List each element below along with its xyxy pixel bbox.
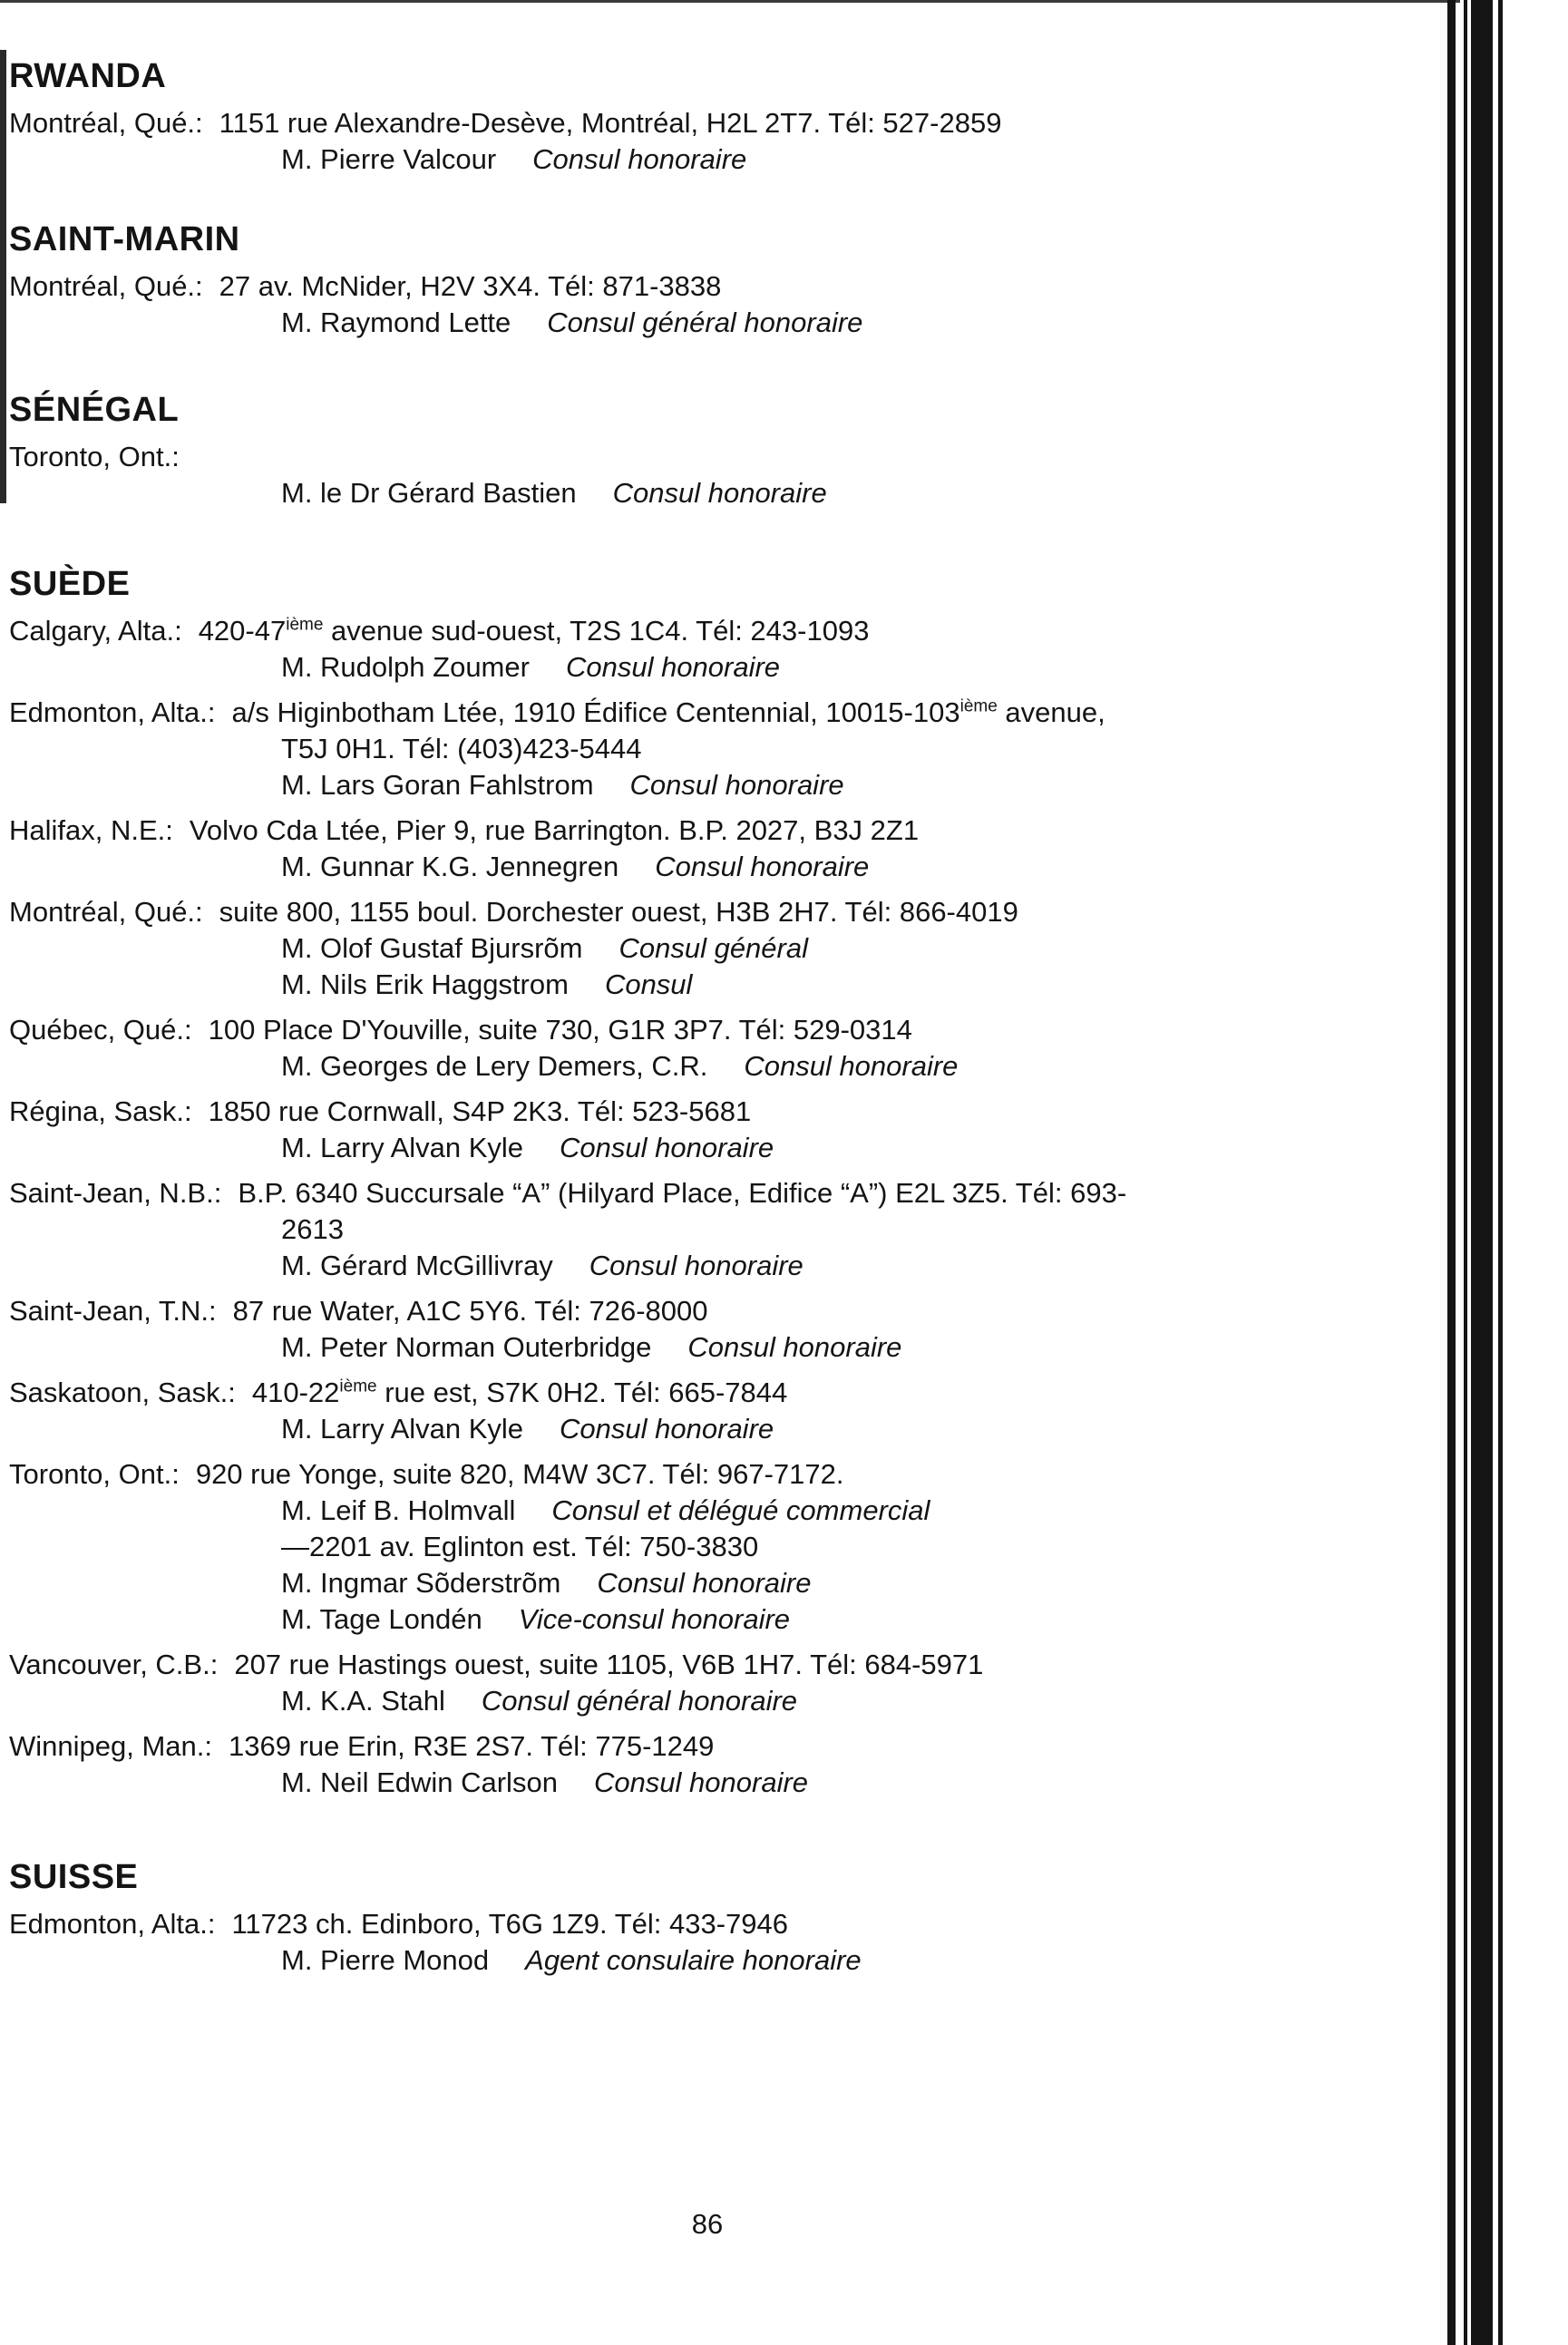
consul-entry bbox=[9, 1683, 1333, 1719]
ordinal-superscript: ième bbox=[286, 615, 324, 635]
city-label: Québec, Qué.: bbox=[9, 1014, 192, 1046]
consul-title: Consul honoraire bbox=[744, 1050, 959, 1082]
address-line bbox=[9, 894, 1333, 930]
location-entry bbox=[9, 1175, 1333, 1284]
country-section bbox=[9, 54, 1333, 178]
right-border-line bbox=[1471, 0, 1493, 2345]
address-text: B.P. 6340 Succursale “A” (Hilyard Place, Edifice “A”) E2L 3Z5. Tél: 693- bbox=[238, 1177, 1127, 1209]
consul-name: M. Leif B. Holmvall bbox=[281, 1494, 516, 1526]
consul-entry bbox=[9, 1942, 1333, 1979]
city-label: Saint-Jean, N.B.: bbox=[9, 1177, 222, 1209]
consul-name: M. Raymond Lette bbox=[281, 307, 511, 338]
consul-title: Agent consulaire honoraire bbox=[525, 1944, 862, 1976]
consul-title: Consul honoraire bbox=[532, 143, 747, 175]
consul-title: Consul général bbox=[618, 932, 808, 964]
right-border-line bbox=[1447, 0, 1456, 2345]
consul-entry bbox=[9, 967, 1333, 1003]
location-entry bbox=[9, 613, 1333, 686]
country-section bbox=[9, 218, 1333, 341]
consul-name: M. Olof Gustaf Bjursrõm bbox=[281, 932, 583, 964]
city-label: Halifax, N.E.: bbox=[9, 814, 173, 846]
address-text bbox=[231, 695, 1333, 731]
address-text: 1151 rue Alexandre-Desève, Montréal, H2L 2T7. Tél: 527-2859 bbox=[219, 107, 1002, 139]
consul-entry bbox=[9, 1130, 1333, 1166]
consul-entry bbox=[9, 141, 1333, 178]
consul-entry bbox=[9, 930, 1333, 967]
consul-entry bbox=[9, 1765, 1333, 1801]
consul-title: Consul honoraire bbox=[597, 1567, 812, 1599]
consul-title: Consul et délégué commercial bbox=[551, 1494, 930, 1526]
country-section bbox=[9, 562, 1333, 1801]
address-line bbox=[9, 695, 1333, 731]
address-continuation: 2613 bbox=[281, 1213, 344, 1245]
address-text: Volvo Cda Ltée, Pier 9, rue Barrington. B.P. 2027, B3J 2Z1 bbox=[189, 814, 920, 846]
country-heading: SUÈDE bbox=[9, 565, 131, 603]
address-text: 207 rue Hastings ouest, suite 1105, V6B 1H7. Tél: 684-5971 bbox=[234, 1649, 984, 1680]
address-part: avenue, bbox=[997, 696, 1105, 728]
address-text: suite 800, 1155 boul. Dorchester ouest, H3B 2H7. Tél: 866-4019 bbox=[219, 896, 1018, 928]
page-number: 86 bbox=[691, 2208, 724, 2240]
consul-name: M. Georges de Lery Demers, C.R. bbox=[281, 1050, 708, 1082]
city-label: Montréal, Qué.: bbox=[9, 896, 203, 928]
consul-name: M. le Dr Gérard Bastien bbox=[281, 477, 577, 509]
consul-title: Consul honoraire bbox=[565, 651, 781, 683]
city-label: Toronto, Ont.: bbox=[9, 441, 180, 472]
address-part: 410-22 bbox=[251, 1377, 340, 1408]
country-heading: SÉNÉGAL bbox=[9, 391, 180, 429]
location-entry bbox=[9, 105, 1333, 178]
location-entry bbox=[9, 812, 1333, 885]
city-label: Régina, Sask.: bbox=[9, 1095, 192, 1127]
address-line bbox=[9, 1906, 1333, 1942]
consul-entry bbox=[9, 1048, 1333, 1085]
consul-entry bbox=[9, 767, 1333, 803]
consul-entry bbox=[9, 1565, 1333, 1601]
secondary-address: —2201 av. Eglinton est. Tél: 750-3830 bbox=[281, 1531, 759, 1562]
consul-name: M. Neil Edwin Carlson bbox=[281, 1766, 558, 1798]
consul-name: M. Nils Erik Haggstrom bbox=[281, 968, 569, 1000]
location-entry bbox=[9, 1012, 1333, 1085]
consul-title: Consul honoraire bbox=[560, 1413, 774, 1445]
city-label: Calgary, Alta.: bbox=[9, 615, 182, 647]
address-line bbox=[9, 1647, 1333, 1683]
directory-content bbox=[9, 54, 1333, 1988]
address-line bbox=[9, 1375, 1333, 1411]
address-text bbox=[199, 613, 1333, 649]
location-entry bbox=[9, 1647, 1333, 1719]
country-heading: SUISSE bbox=[9, 1858, 139, 1896]
address-part: 420-47 bbox=[198, 615, 287, 647]
consul-name: M. Larry Alvan Kyle bbox=[281, 1132, 524, 1163]
consul-name: M. K.A. Stahl bbox=[281, 1685, 445, 1717]
consul-entry bbox=[9, 1601, 1333, 1638]
consul-name: M. Tage Londén bbox=[281, 1603, 482, 1635]
location-entry bbox=[9, 1728, 1333, 1801]
consul-name: M. Pierre Monod bbox=[281, 1944, 490, 1976]
address-text: 100 Place D'Youville, suite 730, G1R 3P7. Tél: 529-0314 bbox=[208, 1014, 912, 1046]
location-entry bbox=[9, 894, 1333, 1003]
consul-title: Consul honoraire bbox=[593, 1766, 809, 1798]
consul-name: M. Larry Alvan Kyle bbox=[281, 1413, 524, 1445]
address-part: a/s Higinbotham Ltée, 1910 Édifice Centennial, 10015-103 bbox=[231, 696, 960, 728]
address-text: 11723 ch. Edinboro, T6G 1Z9. Tél: 433-7946 bbox=[231, 1908, 789, 1940]
city-label: Saint-Jean, T.N.: bbox=[9, 1295, 217, 1327]
address-part: avenue sud-ouest, T2S 1C4. Tél: 243-1093 bbox=[323, 615, 870, 647]
consul-title: Consul général honoraire bbox=[547, 307, 863, 338]
address-line bbox=[9, 1293, 1333, 1329]
ordinal-superscript: ième bbox=[339, 1377, 377, 1396]
city-label: Edmonton, Alta.: bbox=[9, 696, 216, 728]
consul-title: Consul honoraire bbox=[629, 769, 844, 801]
city-label: Saskatoon, Sask.: bbox=[9, 1377, 236, 1408]
top-rule bbox=[0, 0, 1460, 3]
country-section bbox=[9, 1855, 1333, 1979]
consul-entry bbox=[9, 649, 1333, 686]
consul-name: M. Ingmar Sõderstrõm bbox=[281, 1567, 561, 1599]
consul-title: Consul bbox=[604, 968, 693, 1000]
address-line bbox=[9, 268, 1333, 305]
address-line bbox=[9, 1175, 1333, 1211]
address-line bbox=[9, 1012, 1333, 1048]
location-entry bbox=[9, 695, 1333, 803]
location-entry bbox=[9, 268, 1333, 341]
consul-title: Consul honoraire bbox=[589, 1250, 803, 1281]
consul-entry bbox=[9, 1248, 1333, 1284]
city-label: Toronto, Ont.: bbox=[9, 1458, 180, 1490]
city-label: Winnipeg, Man.: bbox=[9, 1730, 212, 1762]
city-label: Montréal, Qué.: bbox=[9, 107, 203, 139]
address-continuation: T5J 0H1. Tél: (403)423-5444 bbox=[281, 733, 642, 764]
ordinal-superscript: ième bbox=[959, 696, 998, 716]
address-text: 1369 rue Erin, R3E 2S7. Tél: 775-1249 bbox=[229, 1730, 715, 1762]
location-entry bbox=[9, 1906, 1333, 1979]
consul-entry bbox=[9, 475, 1333, 511]
consul-entry bbox=[9, 305, 1333, 341]
consul-entry bbox=[9, 1411, 1333, 1447]
consul-name: M. Peter Norman Outerbridge bbox=[281, 1331, 652, 1363]
consul-name: M. Gunnar K.G. Jennegren bbox=[281, 851, 619, 882]
consul-name: M. Gérard McGillivray bbox=[281, 1250, 553, 1281]
address-line bbox=[9, 1456, 1333, 1493]
location-entry bbox=[9, 1456, 1333, 1638]
right-border-line bbox=[1498, 0, 1503, 2345]
consul-name: M. Rudolph Zoumer bbox=[281, 651, 530, 683]
consul-title: Consul général honoraire bbox=[481, 1685, 798, 1717]
address-line bbox=[9, 613, 1333, 649]
country-heading: RWANDA bbox=[9, 57, 167, 95]
consul-title: Consul honoraire bbox=[560, 1132, 774, 1163]
consul-entry bbox=[9, 849, 1333, 885]
address-text: 87 rue Water, A1C 5Y6. Tél: 726-8000 bbox=[232, 1295, 708, 1327]
address-text: 1850 rue Cornwall, S4P 2K3. Tél: 523-5681 bbox=[208, 1095, 752, 1127]
location-entry bbox=[9, 1293, 1333, 1366]
address-line bbox=[9, 439, 1333, 475]
location-entry bbox=[9, 1375, 1333, 1447]
address-line bbox=[9, 105, 1333, 141]
country-section bbox=[9, 388, 1333, 511]
consul-title: Consul honoraire bbox=[655, 851, 870, 882]
address-text: 27 av. McNider, H2V 3X4. Tél: 871-3838 bbox=[219, 270, 722, 302]
city-label: Edmonton, Alta.: bbox=[9, 1908, 216, 1940]
consul-entry bbox=[9, 1329, 1333, 1366]
consul-title: Vice-consul honoraire bbox=[518, 1603, 791, 1635]
address-line bbox=[9, 1728, 1333, 1765]
consul-title: Consul honoraire bbox=[687, 1331, 902, 1363]
consul-title: Consul honoraire bbox=[612, 477, 827, 509]
consul-name: M. Lars Goran Fahlstrom bbox=[281, 769, 594, 801]
city-label: Vancouver, C.B.: bbox=[9, 1649, 219, 1680]
consul-entry bbox=[9, 1493, 1333, 1529]
right-border-line bbox=[1464, 0, 1467, 2345]
address-line bbox=[9, 1094, 1333, 1130]
location-entry bbox=[9, 439, 1333, 511]
address-part: rue est, S7K 0H2. Tél: 665-7844 bbox=[376, 1377, 788, 1408]
location-entry bbox=[9, 1094, 1333, 1166]
left-binding-edge bbox=[0, 50, 6, 503]
address-text bbox=[252, 1375, 1333, 1411]
consul-name: M. Pierre Valcour bbox=[281, 143, 497, 175]
country-heading: SAINT-MARIN bbox=[9, 220, 240, 258]
city-label: Montréal, Qué.: bbox=[9, 270, 203, 302]
address-text: 920 rue Yonge, suite 820, M4W 3C7. Tél: 967-7172. bbox=[195, 1458, 844, 1490]
address-line bbox=[9, 812, 1333, 849]
page-margin bbox=[1509, 0, 1568, 2345]
